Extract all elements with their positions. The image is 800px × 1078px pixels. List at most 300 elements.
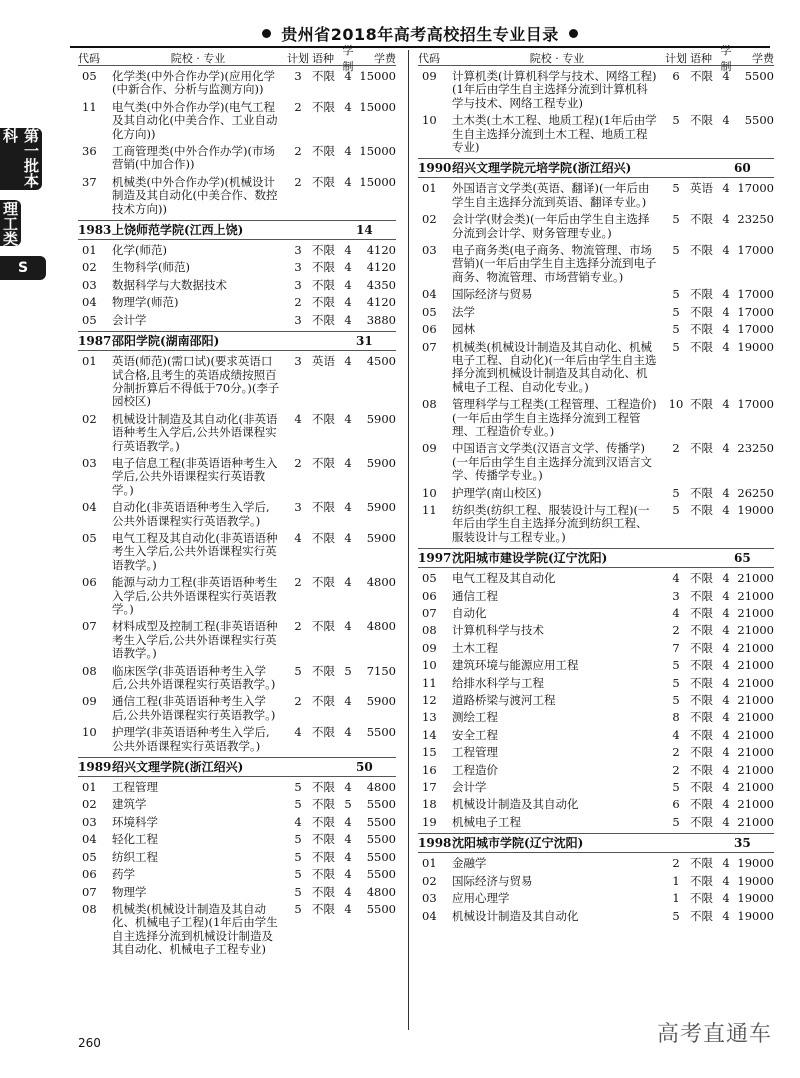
school-total: 50 [356, 760, 373, 775]
major-row [418, 657, 774, 674]
major-years: 4 [722, 640, 730, 655]
major-code: 07 [82, 619, 97, 634]
major-years: 4 [722, 606, 730, 620]
major-lang: 不限 [312, 849, 335, 864]
major-fee: 5900 [366, 694, 396, 709]
major-years: 4 [344, 619, 352, 634]
left-column [78, 43, 396, 959]
major-years: 4 [344, 99, 352, 114]
major-lang: 不限 [312, 725, 335, 740]
major-plan: 3 [294, 243, 302, 258]
school-row [418, 833, 774, 853]
major-lang: 不限 [312, 797, 335, 812]
header-years: 学制 [342, 43, 354, 73]
major-name: 环境科学 [112, 814, 158, 829]
major-code: 17 [422, 780, 437, 795]
major-code: 10 [422, 485, 437, 500]
major-name: 计算机类(计算机科学与技术、网络工程)(1年后由学生自主选择分流到计算机科学与技术、网络工程专业) [452, 69, 657, 110]
major-years: 4 [722, 693, 730, 708]
major-plan: 3 [294, 354, 302, 369]
major-years: 4 [344, 849, 352, 864]
major-plan: 8 [672, 710, 680, 725]
major-row [78, 455, 396, 499]
major-years: 4 [722, 797, 730, 812]
major-fee: 15000 [359, 144, 396, 159]
major-fee: 21000 [737, 623, 774, 638]
major-plan: 2 [294, 619, 302, 634]
major-years: 4 [722, 322, 730, 337]
major-code: 10 [82, 725, 97, 740]
major-name: 电子商务类(电子商务、物流管理、市场营销)(一年后由学生自主选择分流到电子商务、物流管理、市场营销专业。) [452, 243, 657, 284]
major-years: 4 [722, 814, 730, 829]
header-plan: 计划 [665, 51, 687, 65]
major-fee: 21000 [737, 658, 774, 673]
major-name: 物理学 [112, 884, 147, 899]
header-lang: 语种 [690, 51, 712, 65]
major-lang: 不限 [690, 623, 713, 638]
school-code: 1983 [78, 223, 112, 238]
school-row [78, 757, 396, 777]
major-lang: 不限 [690, 397, 713, 412]
major-code: 05 [82, 69, 97, 83]
major-years: 4 [344, 354, 352, 369]
major-code: 01 [82, 354, 97, 369]
major-fee: 19000 [737, 339, 774, 354]
major-years: 4 [722, 287, 730, 302]
major-name: 化学类(中外合作办学)(应用化学(中新合作、分析与监测方向)) [112, 69, 275, 97]
major-row [78, 143, 396, 174]
major-years: 4 [722, 339, 730, 354]
right-column [418, 43, 774, 925]
major-fee: 21000 [737, 675, 774, 690]
major-lang: 不限 [312, 144, 335, 159]
major-lang: 不限 [312, 312, 335, 327]
major-plan: 4 [294, 530, 302, 545]
major-plan: 3 [294, 312, 302, 327]
major-plan: 5 [672, 908, 680, 923]
major-row [78, 68, 396, 99]
major-row [418, 779, 774, 796]
major-plan: 2 [672, 623, 680, 638]
major-fee: 4800 [366, 575, 396, 590]
major-name: 计算机科学与技术 [452, 623, 544, 638]
major-row [418, 709, 774, 726]
major-code: 10 [422, 658, 437, 673]
major-row [418, 675, 774, 692]
major-code: 01 [422, 856, 437, 871]
major-years: 4 [722, 891, 730, 906]
major-code: 01 [82, 780, 97, 795]
major-row [418, 440, 774, 484]
major-plan: 5 [672, 485, 680, 500]
major-years: 4 [722, 675, 730, 690]
major-lang: 不限 [312, 780, 335, 795]
major-years: 4 [722, 780, 730, 795]
header-rule [70, 46, 770, 48]
major-row [418, 692, 774, 709]
header-fee: 学费 [374, 51, 396, 65]
major-code: 03 [422, 243, 437, 258]
major-fee: 19000 [737, 908, 774, 923]
major-plan: 5 [294, 832, 302, 847]
major-lang: 不限 [690, 640, 713, 655]
header-plan: 计划 [287, 51, 309, 65]
major-plan: 4 [294, 725, 302, 740]
major-code: 01 [82, 243, 97, 258]
major-years: 4 [344, 69, 352, 83]
major-fee: 21000 [737, 640, 774, 655]
column-header [78, 43, 396, 73]
major-years: 4 [344, 780, 352, 795]
major-lang: 不限 [690, 856, 713, 871]
major-years: 4 [344, 814, 352, 829]
major-years: 4 [722, 243, 730, 258]
major-lang: 不限 [312, 260, 335, 275]
major-years: 4 [722, 212, 730, 227]
major-lang: 不限 [690, 797, 713, 812]
major-lang: 不限 [312, 295, 335, 310]
major-name: 工程管理 [452, 745, 498, 760]
major-lang: 不限 [312, 174, 335, 189]
major-row [418, 502, 774, 546]
major-fee: 5500 [366, 797, 396, 812]
major-row [78, 884, 396, 901]
major-lang: 不限 [690, 658, 713, 673]
major-row [418, 908, 774, 925]
major-lang: 不限 [312, 243, 335, 258]
major-code: 14 [422, 727, 437, 742]
major-row [418, 622, 774, 639]
major-row [418, 605, 774, 622]
major-plan: 4 [672, 606, 680, 620]
major-code: 08 [422, 397, 437, 412]
major-plan: 5 [672, 181, 680, 196]
major-code: 09 [422, 441, 437, 456]
major-name: 中国语言文学类(汉语言文学、传播学)(一年后由学生自主选择分流到汉语言文学、传播学专业。) [452, 441, 652, 483]
major-name: 通信工程 [452, 588, 498, 603]
major-plan: 5 [294, 663, 302, 678]
major-row [78, 831, 396, 848]
major-row [418, 304, 774, 321]
major-fee: 5500 [366, 867, 396, 882]
major-plan: 2 [294, 575, 302, 590]
major-fee: 19000 [737, 891, 774, 906]
major-fee: 5900 [366, 455, 396, 470]
major-code: 03 [82, 277, 97, 292]
major-name: 国际经济与贸易 [452, 287, 533, 302]
major-plan: 5 [672, 675, 680, 690]
major-plan: 1 [672, 873, 680, 888]
major-name: 道路桥梁与渡河工程 [452, 693, 556, 708]
major-lang: 不限 [312, 69, 335, 83]
major-plan: 5 [294, 780, 302, 795]
major-lang: 不限 [690, 339, 713, 354]
major-plan: 7 [672, 640, 680, 655]
major-plan: 10 [668, 397, 684, 412]
major-lang: 不限 [312, 832, 335, 847]
major-lang: 不限 [690, 891, 713, 906]
major-name: 工商管理类(中外合作办学)(市场营销(中加合作)) [112, 144, 275, 172]
major-plan: 2 [672, 745, 680, 760]
major-name: 法学 [452, 304, 475, 319]
major-fee: 19000 [737, 502, 774, 517]
major-row [78, 99, 396, 143]
major-years: 4 [344, 530, 352, 545]
major-years: 4 [344, 411, 352, 426]
major-name: 工程造价 [452, 762, 498, 777]
major-row [78, 353, 396, 411]
major-fee: 4120 [366, 243, 396, 258]
major-fee: 21000 [737, 606, 774, 620]
major-plan: 5 [294, 884, 302, 899]
left-list [78, 68, 396, 959]
major-lang: 不限 [690, 322, 713, 337]
major-plan: 5 [294, 867, 302, 882]
major-plan: 2 [672, 856, 680, 871]
side-tabs [0, 128, 46, 290]
major-fee: 5500 [366, 814, 396, 829]
major-plan: 5 [672, 113, 680, 128]
major-lang: 不限 [690, 745, 713, 760]
major-years: 4 [344, 243, 352, 258]
major-lang: 不限 [690, 727, 713, 742]
major-lang: 不限 [690, 287, 713, 302]
side-tab-letter: S [0, 256, 46, 280]
major-code: 16 [422, 762, 437, 777]
major-years: 4 [722, 745, 730, 760]
major-lang: 英语 [312, 354, 335, 369]
major-name: 机械类(机械设计制造及其自动化、机械电子工程)(1年后由学生自主选择分流到机械设计制造及其自动化、机械电子工程专业) [112, 901, 278, 957]
major-code: 04 [422, 287, 437, 302]
major-name: 机械电子工程 [452, 814, 521, 829]
major-plan: 5 [294, 901, 302, 916]
major-name: 管理科学与工程类(工程管理、工程造价)(一年后由学生自主选择分流到工程管理、工程造价专业。) [452, 397, 657, 438]
major-row [78, 663, 396, 694]
major-fee: 21000 [737, 571, 774, 586]
major-fee: 5500 [744, 69, 774, 83]
school-total: 60 [734, 161, 751, 176]
major-name: 轻化工程 [112, 832, 158, 847]
major-fee: 17000 [737, 397, 774, 412]
major-name: 材料成型及控制工程(非英语语种考生入学后,公共外语课程实行英语教学。) [112, 619, 278, 661]
major-plan: 2 [672, 441, 680, 456]
major-row [418, 640, 774, 657]
major-fee: 26250 [737, 485, 774, 500]
major-fee: 15000 [359, 69, 396, 83]
major-plan: 5 [672, 322, 680, 337]
header-major: 院校 · 专业 [529, 51, 585, 65]
major-fee: 21000 [737, 762, 774, 777]
major-fee: 17000 [737, 287, 774, 302]
major-fee: 5900 [366, 411, 396, 426]
major-fee: 17000 [737, 304, 774, 319]
school-total: 14 [356, 223, 373, 238]
school-row [78, 331, 396, 351]
major-row [78, 294, 396, 311]
major-lang: 不限 [690, 908, 713, 923]
major-plan: 2 [294, 144, 302, 159]
major-plan: 5 [672, 814, 680, 829]
major-code: 02 [82, 260, 97, 275]
major-fee: 17000 [737, 181, 774, 196]
major-code: 08 [82, 901, 97, 916]
major-row [78, 277, 396, 294]
school-name: 上饶师范学院(江西上饶) [112, 223, 244, 238]
major-lang: 不限 [312, 694, 335, 709]
school-total: 31 [356, 334, 373, 349]
major-lang: 不限 [690, 441, 713, 456]
major-code: 07 [422, 606, 437, 620]
major-name: 自动化 [452, 606, 487, 620]
major-row [418, 321, 774, 338]
major-plan: 5 [294, 797, 302, 812]
major-row [78, 901, 396, 959]
major-fee: 21000 [737, 588, 774, 603]
major-lang: 不限 [312, 867, 335, 882]
major-lang: 不限 [690, 243, 713, 258]
school-code: 1990 [418, 161, 452, 176]
major-row [78, 574, 396, 618]
major-years: 4 [344, 694, 352, 709]
major-years: 4 [722, 113, 730, 128]
major-years: 4 [722, 762, 730, 777]
major-lang: 不限 [690, 588, 713, 603]
major-name: 自动化(非英语语种考生入学后,公共外语课程实行英语教学。) [112, 500, 270, 528]
major-years: 4 [344, 867, 352, 882]
major-code: 04 [82, 295, 97, 310]
major-fee: 21000 [737, 814, 774, 829]
major-name: 建筑学 [112, 797, 147, 812]
major-years: 4 [344, 500, 352, 515]
major-years: 4 [344, 725, 352, 740]
major-code: 05 [422, 304, 437, 319]
major-row [418, 112, 774, 156]
page-header [70, 22, 770, 44]
major-row [418, 588, 774, 605]
major-fee: 5500 [366, 832, 396, 847]
major-code: 06 [422, 588, 437, 603]
major-row [78, 724, 396, 755]
major-row [78, 796, 396, 813]
school-code: 1989 [78, 760, 112, 775]
major-name: 园林 [452, 322, 475, 337]
page-title: 贵州省2018年高考高校招生专业目录 [281, 24, 559, 44]
major-row [418, 570, 774, 587]
major-plan: 4 [294, 814, 302, 829]
major-fee: 7150 [366, 663, 396, 678]
major-years: 4 [722, 710, 730, 725]
major-name: 金融学 [452, 856, 487, 871]
major-plan: 3 [294, 500, 302, 515]
major-fee: 23250 [737, 441, 774, 456]
major-lang: 不限 [312, 884, 335, 899]
major-lang: 不限 [312, 500, 335, 515]
major-years: 5 [344, 663, 352, 678]
major-row [418, 744, 774, 761]
major-lang: 不限 [690, 113, 713, 128]
major-code: 02 [82, 411, 97, 426]
major-fee: 4800 [366, 619, 396, 634]
major-name: 国际经济与贸易 [452, 873, 533, 888]
major-years: 4 [344, 884, 352, 899]
major-name: 机械类(中外合作办学)(机械设计制造及其自动化(中美合作、数控技术方向)) [112, 174, 278, 216]
major-code: 02 [422, 873, 437, 888]
major-row [78, 779, 396, 796]
header-fee: 学费 [752, 51, 774, 65]
major-name: 电子信息工程(非英语语种考生入学后,公共外语课程实行英语教学。) [112, 455, 278, 497]
major-fee: 5900 [366, 500, 396, 515]
major-plan: 5 [672, 693, 680, 708]
major-code: 09 [82, 694, 97, 709]
major-years: 4 [722, 571, 730, 586]
major-code: 09 [422, 69, 437, 83]
major-lang: 不限 [690, 502, 713, 517]
major-code: 11 [82, 99, 97, 114]
major-code: 18 [422, 797, 437, 812]
major-name: 安全工程 [452, 727, 498, 742]
major-lang: 不限 [312, 814, 335, 829]
major-plan: 5 [672, 212, 680, 227]
major-years: 4 [344, 295, 352, 310]
major-years: 4 [722, 727, 730, 742]
major-name: 电气工程及其自动化(非英语语种考生入学后,公共外语课程实行英语教学。) [112, 530, 278, 572]
major-fee: 5500 [366, 725, 396, 740]
major-plan: 5 [672, 243, 680, 258]
major-lang: 不限 [690, 693, 713, 708]
major-fee: 21000 [737, 693, 774, 708]
major-name: 生物科学(师范) [112, 260, 190, 275]
major-code: 08 [422, 623, 437, 638]
major-fee: 19000 [737, 856, 774, 871]
major-row [78, 242, 396, 259]
school-name: 沈阳城市建设学院(辽宁沈阳) [452, 551, 608, 566]
major-code: 02 [422, 212, 437, 227]
major-years: 4 [722, 908, 730, 923]
side-tab-batch: 第一批本科 [1, 128, 40, 188]
right-list [418, 68, 774, 925]
major-plan: 4 [672, 571, 680, 586]
school-name: 邵阳学院(湖南邵阳) [112, 334, 220, 349]
major-plan: 3 [672, 588, 680, 603]
major-name: 临床医学(非英语语种考生入学后,公共外语课程实行英语教学。) [112, 663, 276, 692]
major-code: 01 [422, 181, 437, 196]
major-plan: 2 [294, 295, 302, 310]
major-row [78, 693, 396, 724]
major-name: 土木类(土木工程、地质工程)(1年后由学生自主选择分流到土木工程、地质工程专业) [452, 113, 657, 155]
major-years: 4 [344, 312, 352, 327]
major-fee: 17000 [737, 243, 774, 258]
major-plan: 5 [672, 287, 680, 302]
major-plan: 3 [294, 69, 302, 83]
major-code: 04 [422, 908, 437, 923]
major-fee: 5500 [366, 901, 396, 916]
column-header [418, 43, 774, 73]
major-lang: 不限 [312, 411, 335, 426]
major-fee: 5500 [744, 113, 774, 128]
major-row [78, 174, 396, 218]
major-row [78, 259, 396, 276]
major-code: 03 [422, 891, 437, 906]
major-row [78, 849, 396, 866]
major-name: 土木工程 [452, 640, 498, 655]
major-plan: 5 [672, 780, 680, 795]
school-name: 绍兴文理学院(浙江绍兴) [112, 760, 244, 775]
major-lang: 不限 [690, 675, 713, 690]
major-years: 4 [722, 658, 730, 673]
major-row [418, 796, 774, 813]
major-plan: 5 [672, 658, 680, 673]
major-years: 4 [344, 144, 352, 159]
